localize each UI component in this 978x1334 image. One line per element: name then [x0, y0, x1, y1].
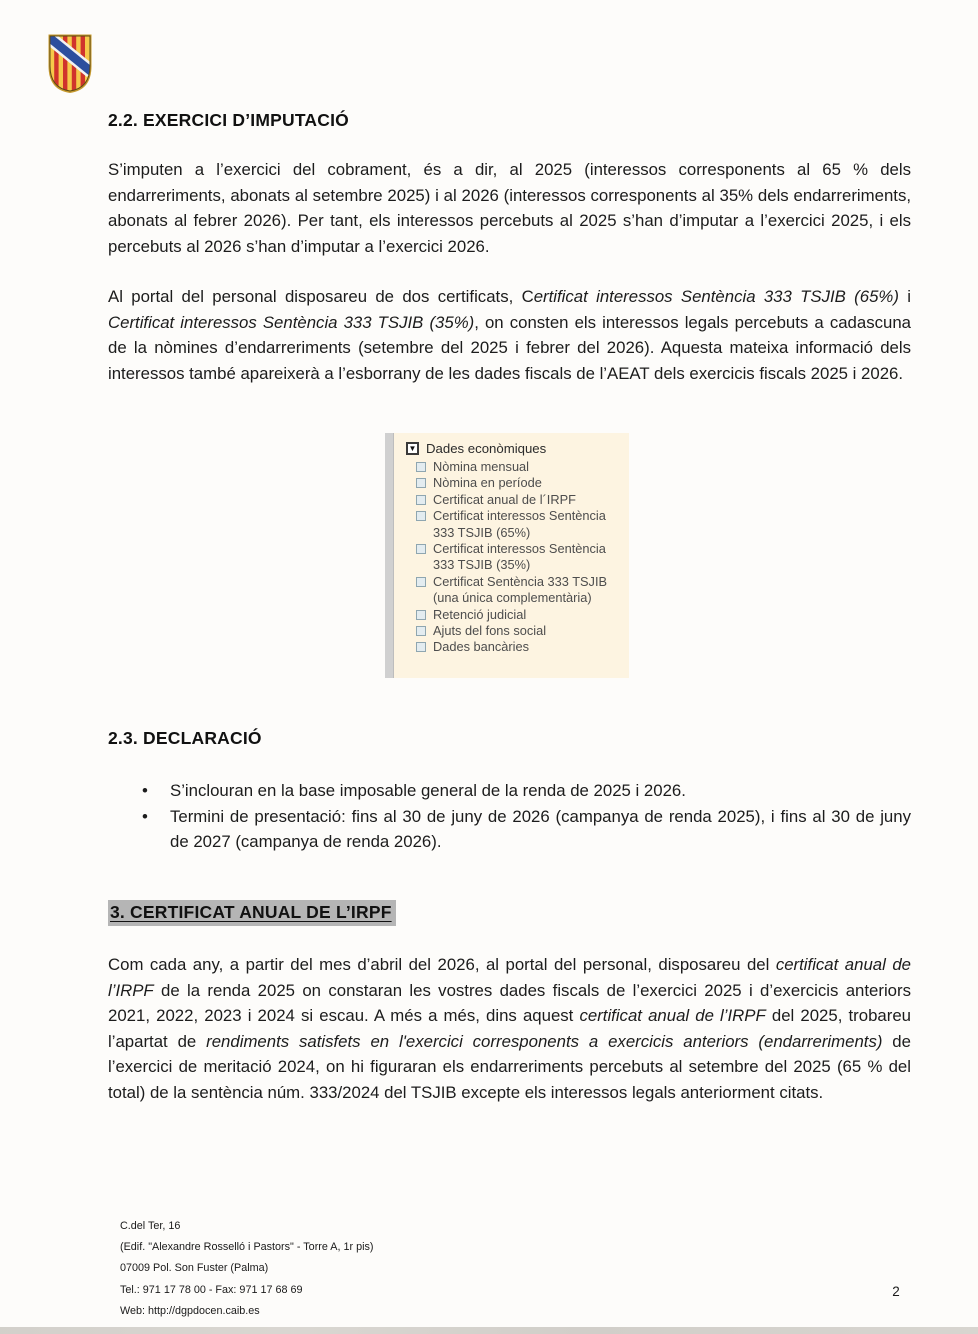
paragraph-certificats: Al portal del personal disposareu de dos certificats, Certificat interessos Sentència 333 TSJIB (65%) i Certificat interessos Sentència 333 TSJIB (35%), on consten els interessos legals percebuts a cadascuna de la nòmines d’endarreriments (setembre del 2025 i febrer del 2026). Aquesta mateixa informació dels interessos també apareixerà a l’esborrany de les dades fiscals de l’AEAT dels exercicis fiscals 2025 i 2026. — [108, 287, 911, 383]
panel-item-label: Ajuts del fons social — [433, 623, 547, 639]
bullet-item-text: S’inclouran en la base imposable general de la renda de 2025 i 2026. — [170, 781, 686, 800]
checkbox-icon — [416, 544, 426, 554]
footer-line: Web: http://dgpdocen.caib.es — [120, 1304, 260, 1317]
panel-list-item — [416, 492, 624, 508]
panel-content — [394, 441, 624, 656]
panel-item-label: Certificat interessos Sentència 333 TSJIB (65%) — [433, 508, 606, 540]
paragraph-imputacio: S’imputen a l’exercici del cobrament, és a dir, al 2025 (interessos corresponents al 65 % dels endarreriments, abonats al setembre 2025) i al 2026 (interessos corresponents al 35% dels endarreriments, abonats al febrer 2026). Per tant, els interessos percebuts al 2025 s’han d’imputar a l’exercici 2025, i els percebuts al 2026 s’han d’imputar a l’exercici 2026. — [108, 160, 911, 256]
bullet-item — [142, 778, 911, 804]
section-heading-2-2: 2.2. EXERCICI D’IMPUTACIÓ — [108, 110, 349, 130]
footer-address-block — [120, 1216, 374, 1322]
checkbox-icon — [416, 642, 426, 652]
panel-header — [394, 441, 624, 456]
bullet-item-text: Termini de presentació: fins al 30 de juny de 2026 (campanya de renda 2025), i fins al 30 de juny de 2027 (campanya de renda 2026). — [170, 806, 911, 851]
section-heading-2-3: 2.3. DECLARACIÓ — [108, 728, 262, 748]
panel-item-label: Nòmina mensual — [433, 459, 530, 474]
panel-item-label: Certificat interessos Sentència 333 TSJIB (35%) — [433, 541, 606, 573]
footer-line: (Edif. "Alexandre Rosselló i Pastors" - Torre A, 1r pis) — [120, 1241, 374, 1254]
panel-list-item — [416, 541, 624, 574]
checkbox-icon — [416, 478, 426, 488]
panel-header-label: Dades econòmiques — [426, 441, 547, 456]
panel-item-list — [394, 459, 624, 656]
panel-item-label: Certificat anual de l´IRPF — [433, 491, 576, 507]
panel-list-item — [416, 459, 624, 475]
checkbox-icon — [416, 626, 426, 636]
bullet-item — [142, 804, 911, 855]
paragraph-certificat-anual: Com cada any, a partir del mes d’abril del 2026, al portal del personal, disposareu del certificat anual de l’IRPF de la renda 2025 on constaran les vostres dades fiscals de l’exercici 2025 i d’exercicis anteriors 2021, 2022, 2023 i 2024 si escau. A més a més, dins aquest certificat anual de l’IRPF del 2025, trobareu l’apartat de rendiments satisfets en l'exercici corresponents a exercicis anteriors (endarreriments) de l’exercici de meritació 2024, on hi figuraran els endarreriments percebuts al setembre del 2025 (65 % del total) de la sentència núm. 333/2024 del TSJIB excepte els interessos legals anteriorment citats. — [108, 955, 912, 1102]
portal-screenshot-panel — [385, 433, 629, 678]
govern-illes-balears-logo-icon — [46, 33, 94, 94]
footer-line: C.del Ter, 16 — [120, 1220, 181, 1232]
collapse-triangle-icon: ▼ — [406, 442, 419, 455]
footer-line: 07009 Pol. Son Fuster (Palma) — [120, 1262, 269, 1275]
declaracio-bullet-list — [142, 778, 911, 855]
panel-list-item — [416, 475, 624, 491]
panel-left-border-strip — [385, 433, 394, 678]
checkbox-icon — [416, 610, 426, 620]
panel-item-label: Retenció judicial — [433, 606, 527, 622]
panel-list-item — [416, 508, 624, 541]
panel-list-item — [416, 607, 624, 623]
page-number: 2 — [892, 1284, 900, 1299]
section-heading-3: 3. CERTIFICAT ANUAL DE L’IRPF — [108, 900, 396, 926]
checkbox-icon — [416, 511, 426, 521]
panel-item-label: Nòmina en període — [433, 475, 542, 491]
checkbox-icon — [416, 495, 426, 505]
panel-list-item — [416, 639, 624, 655]
footer-line: Tel.: 971 17 78 00 - Fax: 971 17 68 69 — [120, 1283, 303, 1296]
page-bottom-edge — [0, 1327, 978, 1334]
panel-list-item — [416, 574, 624, 607]
panel-list-item — [416, 623, 624, 639]
panel-item-label: Dades bancàries — [433, 639, 530, 655]
checkbox-icon — [416, 577, 426, 587]
checkbox-icon — [416, 462, 426, 472]
panel-item-label: Certificat Sentència 333 TSJIB (una única complementària) — [433, 573, 608, 606]
